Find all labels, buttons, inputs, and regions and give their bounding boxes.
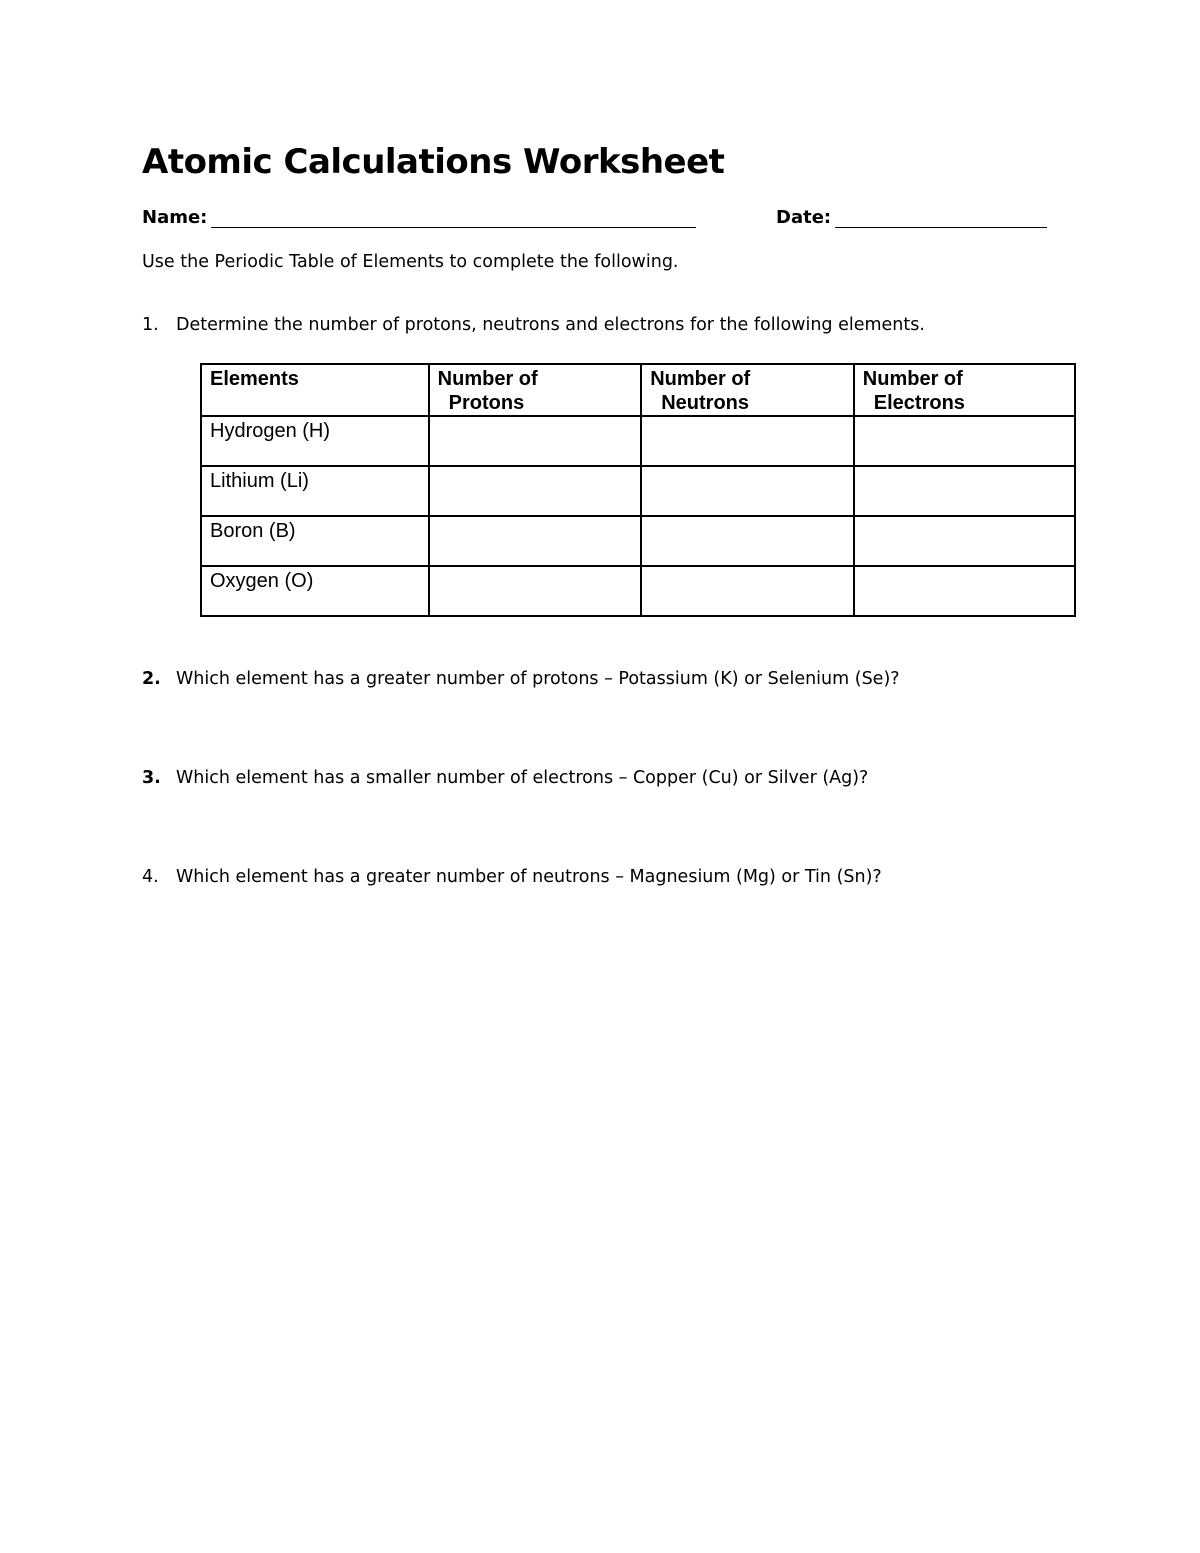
- protons-answer-cell[interactable]: [429, 416, 642, 466]
- neutrons-answer-cell[interactable]: [641, 416, 854, 466]
- table-row: [201, 466, 1075, 516]
- neutrons-answer-cell[interactable]: [641, 566, 854, 616]
- element-name-cell: Hydrogen (H): [201, 416, 429, 466]
- question-text: Determine the number of protons, neutrons and electrons for the following elements.: [176, 315, 925, 335]
- elements-table: [200, 363, 1076, 617]
- instruction-text: Use the Periodic Table of Elements to complete the following.: [142, 252, 679, 272]
- question-2: [142, 669, 900, 689]
- header-elements: Elements: [201, 364, 429, 416]
- question-4: [142, 867, 882, 887]
- name-label: Name:: [142, 207, 208, 228]
- question-text: Which element has a greater number of neutrons – Magnesium (Mg) or Tin (Sn)?: [176, 867, 882, 887]
- date-blank-line[interactable]: [835, 207, 1047, 228]
- electrons-answer-cell[interactable]: [854, 466, 1075, 516]
- neutrons-answer-cell[interactable]: [641, 516, 854, 566]
- neutrons-answer-cell[interactable]: [641, 466, 854, 516]
- element-name-cell: Boron (B): [201, 516, 429, 566]
- electrons-answer-cell[interactable]: [854, 416, 1075, 466]
- header-electrons: Number of Electrons: [854, 364, 1075, 416]
- date-field[interactable]: [776, 207, 1047, 228]
- question-number: 1.: [142, 315, 159, 335]
- page-title: Atomic Calculations Worksheet: [142, 142, 725, 182]
- question-1: [142, 315, 925, 335]
- table-row: [201, 416, 1075, 466]
- question-number: 4.: [142, 867, 159, 887]
- table-row: [201, 566, 1075, 616]
- question-number: 3.: [142, 768, 161, 788]
- name-field[interactable]: [142, 207, 696, 228]
- question-number: 2.: [142, 669, 161, 689]
- table-header-row: [201, 364, 1075, 416]
- electrons-answer-cell[interactable]: [854, 566, 1075, 616]
- question-text: Which element has a greater number of protons – Potassium (K) or Selenium (Se)?: [176, 669, 900, 689]
- protons-answer-cell[interactable]: [429, 466, 642, 516]
- header-neutrons: Number of Neutrons: [641, 364, 854, 416]
- date-label: Date:: [776, 207, 832, 228]
- electrons-answer-cell[interactable]: [854, 516, 1075, 566]
- element-name-cell: Lithium (Li): [201, 466, 429, 516]
- element-name-cell: Oxygen (O): [201, 566, 429, 616]
- protons-answer-cell[interactable]: [429, 516, 642, 566]
- name-blank-line[interactable]: [211, 207, 696, 228]
- header-protons: Number of Protons: [429, 364, 642, 416]
- protons-answer-cell[interactable]: [429, 566, 642, 616]
- table-row: [201, 516, 1075, 566]
- question-3: [142, 768, 868, 788]
- question-text: Which element has a smaller number of electrons – Copper (Cu) or Silver (Ag)?: [176, 768, 869, 788]
